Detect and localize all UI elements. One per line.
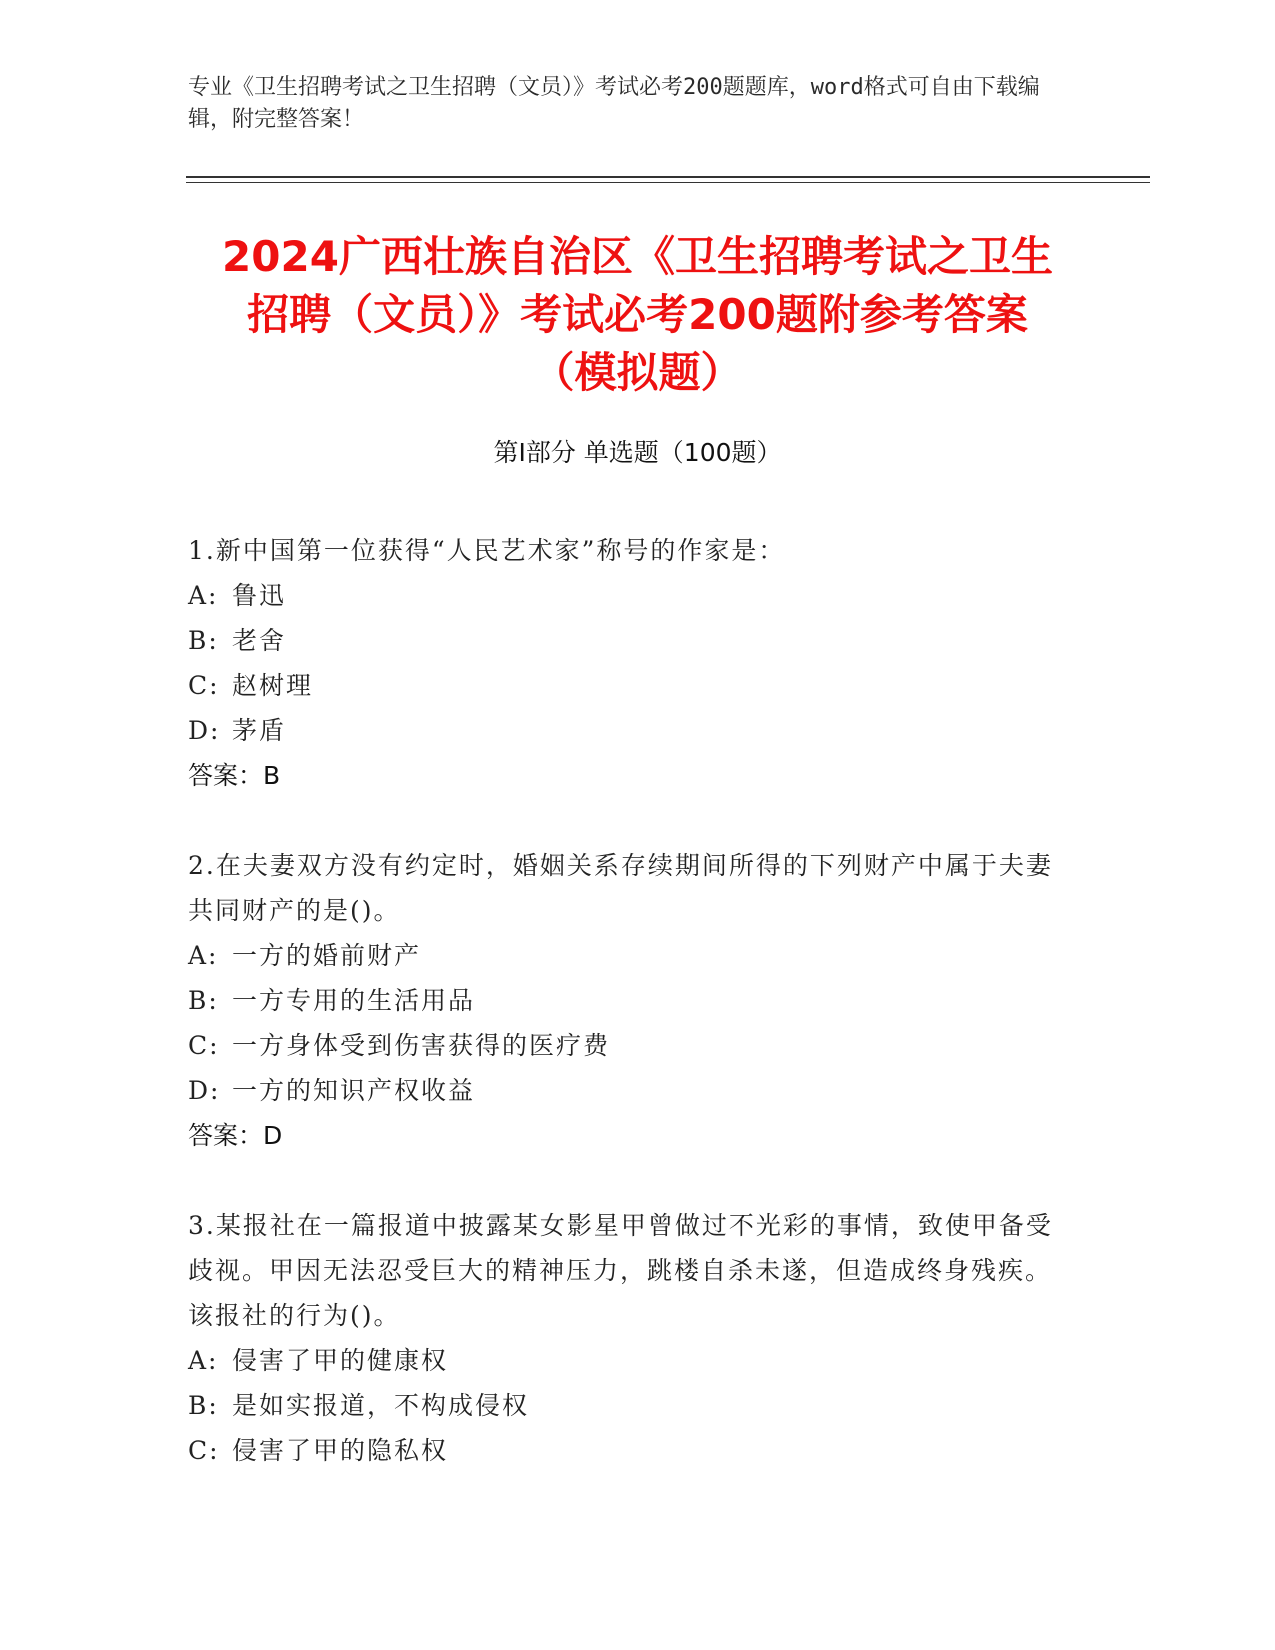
title-line: （模拟题）	[532, 348, 743, 397]
answer-label: 答案：	[188, 1121, 264, 1150]
answer-line	[188, 1113, 1068, 1158]
option-d	[188, 1068, 1068, 1113]
question-3	[188, 1203, 1068, 1473]
option-letter: B:	[188, 986, 219, 1015]
option-a	[188, 1338, 1068, 1383]
question-stem: 3.某报社在一篇报道中披露某女影星甲曾做过不光彩的事情，致使甲备受歧视。甲因无法忍受巨大的精神压力，跳楼自杀未遂，但造成终身残疾。该报社的行为()。	[188, 1211, 1053, 1330]
option-c	[188, 1023, 1068, 1068]
section-heading: 第Ⅰ部分 单选题（100题）	[493, 438, 782, 467]
option-a	[188, 933, 1068, 978]
option-letter: B:	[188, 626, 219, 655]
option-letter: A:	[188, 941, 219, 970]
option-text: 老舍	[232, 626, 287, 655]
option-letter: A:	[188, 1346, 219, 1375]
option-letter: B:	[188, 1391, 219, 1420]
option-letter: C:	[188, 1031, 220, 1060]
option-letter: D:	[188, 1076, 221, 1105]
answer-value: D	[263, 1121, 283, 1150]
option-text: 鲁迅	[232, 581, 287, 610]
option-letter: C:	[188, 1436, 220, 1465]
option-letter: A:	[188, 581, 219, 610]
option-letter: D:	[188, 716, 221, 745]
question-1	[188, 528, 1068, 798]
option-text: 一方的婚前财产	[232, 941, 422, 970]
answer-value: B	[263, 761, 281, 790]
question-list	[188, 528, 1068, 1518]
title-line: 2024广西壮族自治区《卫生招聘考试之卫生	[222, 232, 1053, 281]
option-b	[188, 618, 1068, 663]
title-line: 招聘（文员）》考试必考200题附参考答案	[247, 290, 1028, 339]
option-text: 一方身体受到伤害获得的医疗费	[232, 1031, 611, 1060]
option-a	[188, 573, 1068, 618]
option-text: 一方专用的生活用品	[232, 986, 476, 1015]
option-letter: C:	[188, 671, 220, 700]
option-b	[188, 1383, 1068, 1428]
question-stem: 1.新中国第一位获得“人民艺术家”称号的作家是：	[188, 536, 786, 565]
document-title	[160, 228, 1115, 402]
option-text: 赵树理	[232, 671, 314, 700]
option-c	[188, 1428, 1068, 1473]
option-text: 是如实报道，不构成侵权	[232, 1391, 530, 1420]
option-text: 侵害了甲的隐私权	[232, 1436, 449, 1465]
option-c	[188, 663, 1068, 708]
question-2	[188, 843, 1068, 1158]
answer-line	[188, 753, 1068, 798]
option-text: 茅盾	[232, 716, 287, 745]
option-b	[188, 978, 1068, 1023]
option-d	[188, 708, 1068, 753]
answer-label: 答案：	[188, 761, 264, 790]
header-divider-thick	[186, 176, 1150, 178]
header-note: 专业《卫生招聘考试之卫生招聘（文员）》考试必考200题题库，word格式可自由下载编辑，附完整答案！	[188, 75, 1040, 132]
option-text: 一方的知识产权收益	[232, 1076, 476, 1105]
question-stem: 2.在夫妻双方没有约定时，婚姻关系存续期间所得的下列财产中属于夫妻共同财产的是()。	[188, 851, 1053, 925]
header-divider-thin	[186, 182, 1150, 183]
option-text: 侵害了甲的健康权	[232, 1346, 449, 1375]
